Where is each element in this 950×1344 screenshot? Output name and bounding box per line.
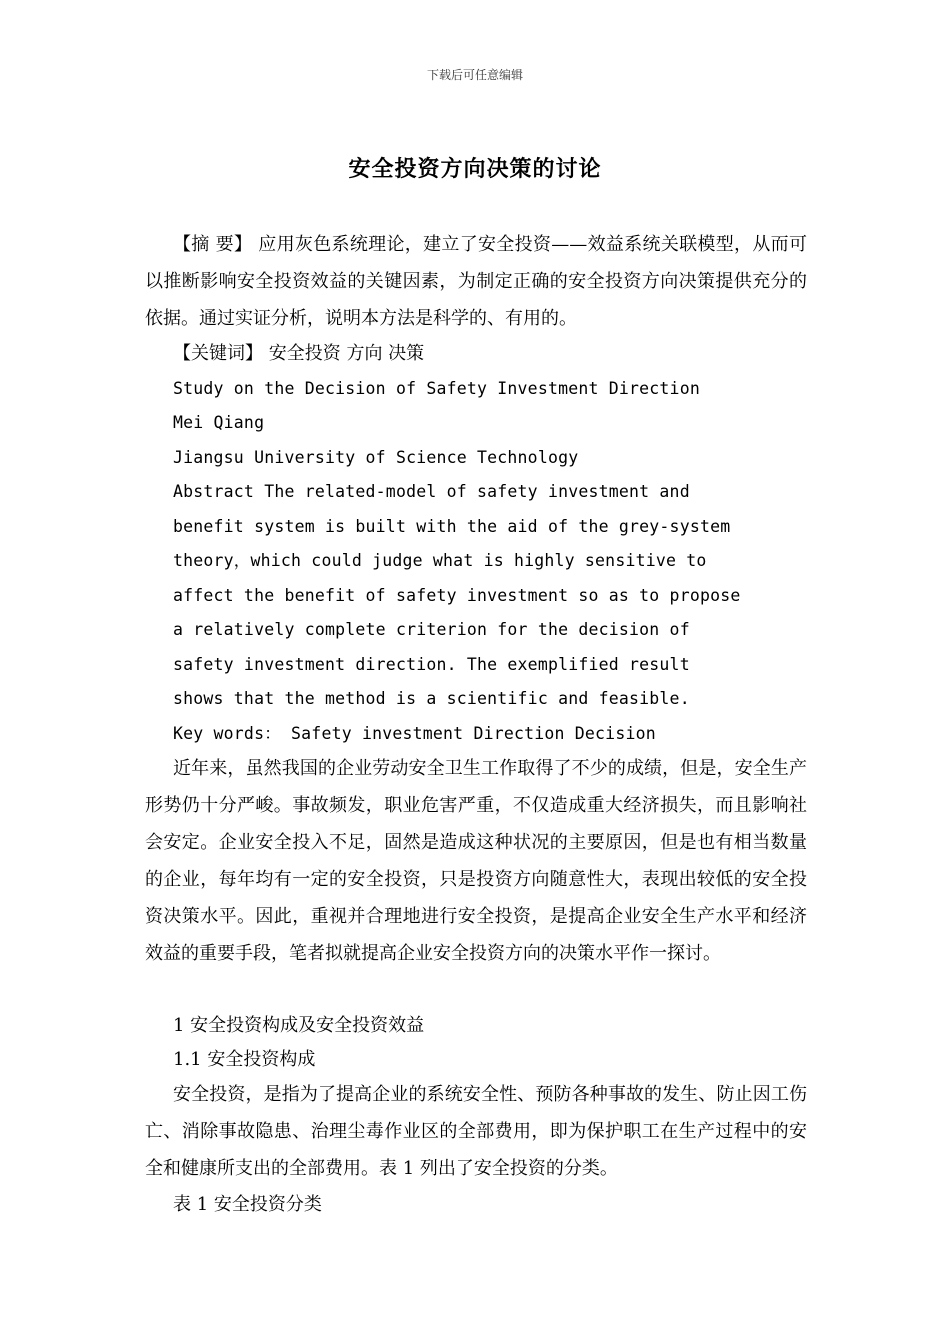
section-1-1-paragraph: 安全投资，是指为了提高企业的系统安全性、预防各种事故的发生、防止因工伤亡、消除事故隐患、治理尘毒作业区的全部费用，即为保护职工在生产过程中的安全和健康所支出的全部费用。表 1 列出了安全投资的分类。: [145, 1084, 807, 1179]
english-abstract-line: Abstract The related-model of safety investment and: [173, 482, 690, 501]
english-title: Study on the Decision of Safety Investment Direction: [173, 379, 700, 398]
english-abstract-line: safety investment direction. The exemplified result: [173, 655, 690, 674]
table-caption: 表 1 安全投资分类: [173, 1194, 322, 1215]
keywords-cn: 【关键词】 安全投资 方向 决策: [173, 343, 425, 364]
english-abstract-line: a relatively complete criterion for the decision of: [173, 620, 690, 639]
english-abstract-line: benefit system is built with the aid of the grey-system: [173, 517, 731, 536]
english-affiliation: Jiangsu University of Science Technology: [173, 448, 579, 467]
english-abstract-line: affect the benefit of safety investment so as to propose: [173, 586, 741, 605]
english-keywords: Key words： Safety investment Direction Decision: [173, 724, 656, 743]
english-author: Mei Qiang: [173, 413, 265, 432]
english-abstract-line: shows that the method is a scientific and feasible.: [173, 689, 690, 708]
intro-paragraph: 近年来，虽然我国的企业劳动安全卫生工作取得了不少的成绩，但是，安全生产形势仍十分严峻。事故频发，职业危害严重，不仅造成重大经济损失，而且影响社会安定。企业安全投入不足，固然是造成这种状况的主要原因，但是也有相当数量的企业，每年均有一定的安全投资，只是投资方向随意性大，表现出较低的安全投资决策水平。因此，重视并合理地进行安全投资，是提高企业安全生产水平和经济效益的重要手段，笔者拟就提高企业安全投资方向的决策水平作一探讨。: [145, 758, 807, 964]
section-heading-1-1: 1.1 安全投资构成: [173, 1049, 316, 1070]
page-title: 安全投资方向决策的讨论: [348, 156, 602, 182]
english-abstract-line: theory，which could judge what is highly sensitive to: [173, 551, 707, 570]
section-heading-1: 1 安全投资构成及安全投资效益: [173, 1015, 425, 1036]
header-note: 下载后可任意编辑: [426, 68, 523, 82]
abstract-cn: 【摘 要】 应用灰色系统理论，建立了安全投资——效益系统关联模型，从而可以推断影响安全投资效益的关键因素，为制定正确的安全投资方向决策提供充分的依据。通过实证分析，说明本方法是科学的、有用的。: [145, 234, 807, 329]
